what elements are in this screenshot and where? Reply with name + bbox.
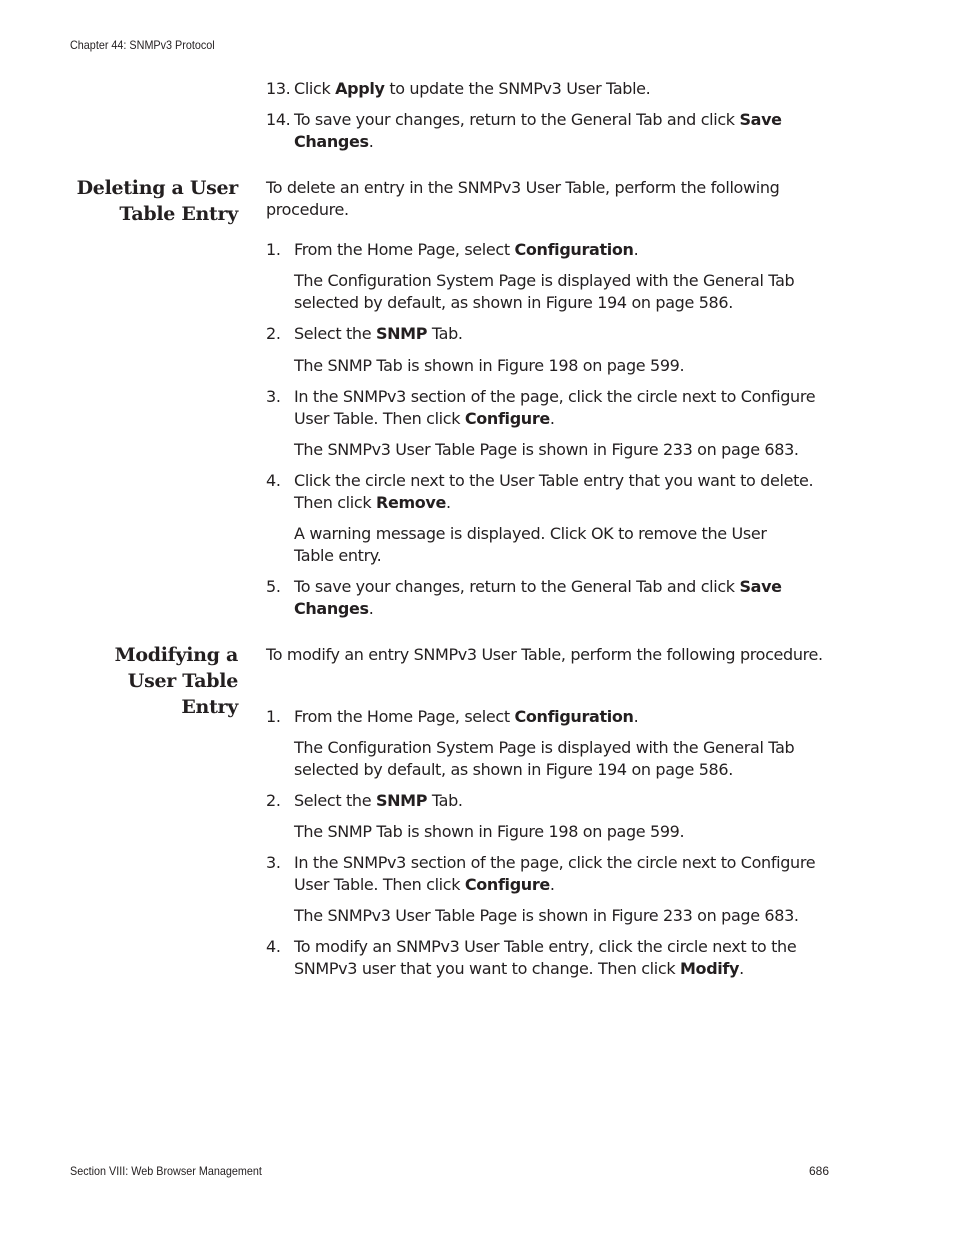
step-14 [266,109,826,153]
modify-step-3: 3. In the SNMPv3 section of the page, click the circle next to Configure User Table. Then click Configure. [266,853,816,894]
section-intro-modify: To modify an entry SNMPv3 User Table, perform the following procedure. [266,645,823,664]
modify-step-1: 1. From the Home Page, select Configuration. [266,707,639,726]
delete-step-1: 1. From the Home Page, select Configuration. [266,240,639,259]
modify-step-4: 4. To modify an SNMPv3 User Table entry, click the circle next to the SNMPv3 user that you want to change. Then click Modify. [266,937,797,978]
section-heading-delete: Deleting a User Table Entry [76,177,238,225]
delete-step-3-note: The SNMPv3 User Table Page is shown in Figure 233 on page 683. [294,440,799,459]
step-number: 14. [266,110,291,129]
delete-step-2: 2. Select the SNMP Tab. [266,324,463,343]
section-heading-modify: Modifying a User Table Entry [114,644,238,718]
modify-step-3-note: The SNMPv3 User Table Page is shown in Figure 233 on page 683. [294,906,799,925]
delete-step-4: 4. Click the circle next to the User Table entry that you want to delete. Then click Remove. [266,471,814,512]
step-text: Click Apply to update the SNMPv3 User Table. [294,79,651,98]
modify-step-1-note: The Configuration System Page is displayed with the General Tab selected by default, as shown in Figure 194 on page 586. [294,738,795,779]
delete-step-4-note: A warning message is displayed. Click OK to remove the User Table entry. [294,524,767,565]
delete-step-5: 5. To save your changes, return to the General Tab and click Save Changes. [266,577,782,618]
delete-step-3: 3. In the SNMPv3 section of the page, click the circle next to Configure User Table. Then click Configure. [266,387,816,428]
page-number: 686 [809,1164,830,1178]
section-intro-delete: To delete an entry in the SNMPv3 User Table, perform the following procedure. [266,178,780,219]
running-head: Chapter 44: SNMPv3 Protocol [70,38,215,52]
step-number: 13. [266,79,291,98]
modify-step-2-note: The SNMP Tab is shown in Figure 198 on page 599. [294,822,685,841]
step-text: To save your changes, return to the General Tab and click Save Changes. [294,110,782,151]
delete-step-1-note: The Configuration System Page is displayed with the General Tab selected by default, as shown in Figure 194 on page 586. [294,271,795,312]
delete-step-2-note: The SNMP Tab is shown in Figure 198 on page 599. [294,356,685,375]
step-13 [266,78,826,100]
modify-step-2: 2. Select the SNMP Tab. [266,791,463,810]
footer-section: Section VIII: Web Browser Management [70,1164,262,1178]
